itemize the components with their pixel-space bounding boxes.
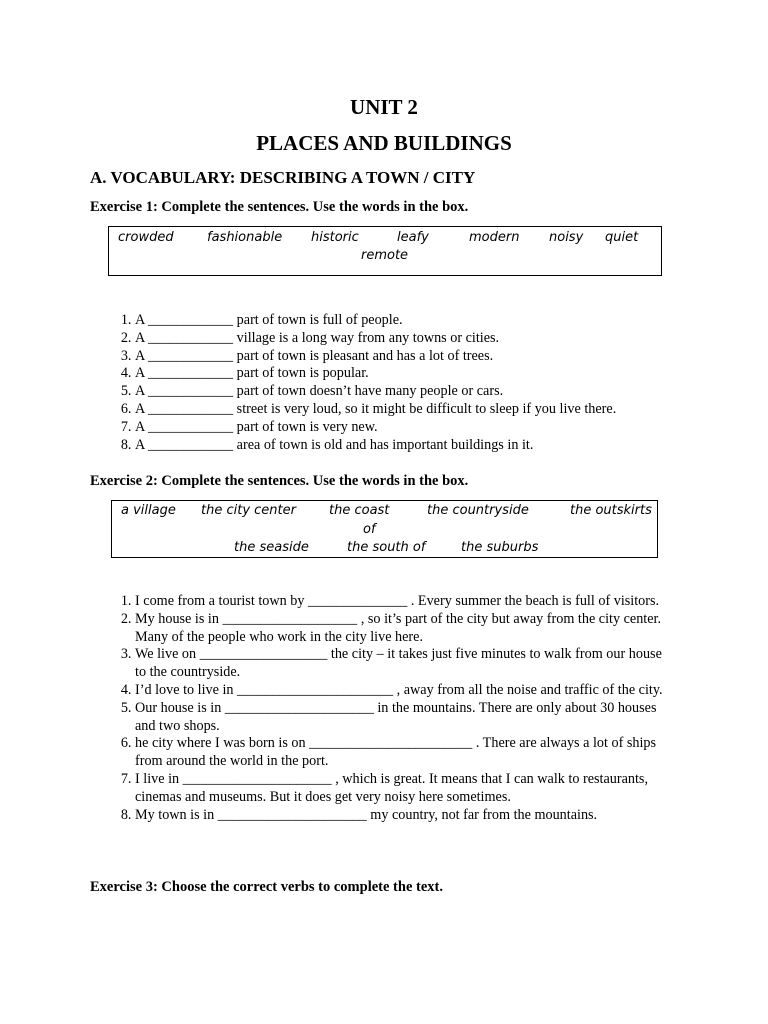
word-box-item: leafy	[397, 230, 429, 245]
exercise1-word-box	[108, 226, 662, 276]
exercise1-list	[90, 312, 735, 454]
word-box-item: fashionable	[207, 230, 283, 245]
word-box-item: the seaside	[234, 540, 309, 555]
exercise2-heading: Exercise 2: Complete the sentences. Use the words in the box.	[90, 473, 469, 489]
word-box-item: the south of	[347, 540, 426, 555]
list-item: 5. Our house is in _____________________ in the mountains. There are only about 30 houses and two shops.	[135, 700, 675, 736]
list-item: 3. A ____________ part of town is pleasant and has a lot of trees.	[135, 348, 735, 366]
word-box-item: a village	[121, 503, 176, 518]
word-box-item: the city center	[201, 503, 296, 518]
exercise1-heading: Exercise 1: Complete the sentences. Use the words in the box.	[90, 199, 469, 215]
word-box-item: historic	[311, 230, 359, 245]
list-item: 8. My town is in _____________________ my country, not far from the mountains.	[135, 807, 675, 825]
word-box-item: quiet	[605, 230, 639, 245]
list-item: 6. A ____________ street is very loud, so it might be difficult to sleep if you live there.	[135, 401, 735, 419]
exercise3-heading: Exercise 3: Choose the correct verbs to complete the text.	[90, 879, 443, 895]
word-box-item: noisy	[549, 230, 584, 245]
word-box-item: of	[363, 522, 376, 537]
list-item: 2. My house is in ___________________ , so it’s part of the city but away from the city center. Many of the people who work in the city live here.	[135, 611, 675, 647]
section-a-heading: A. VOCABULARY: DESCRIBING A TOWN / CITY	[90, 168, 476, 187]
list-item: 8. A ____________ area of town is old and has important buildings in it.	[135, 437, 735, 455]
list-item: 5. A ____________ part of town doesn’t have many people or cars.	[135, 383, 735, 401]
unit-title: UNIT 2	[350, 95, 418, 119]
list-item: 7. A ____________ part of town is very new.	[135, 419, 735, 437]
page-title: PLACES AND BUILDINGS	[256, 131, 512, 155]
word-box-item: crowded	[118, 230, 174, 245]
word-box-item: the coast	[329, 503, 390, 518]
word-box-item: modern	[469, 230, 520, 245]
exercise2-list	[90, 593, 675, 824]
list-item: 7. I live in _____________________ , which is great. It means that I can walk to restaurants, cinemas and museums. But it does get very noisy here sometimes.	[135, 771, 675, 807]
word-box-item: remote	[361, 248, 409, 263]
list-item: 4. I’d love to live in ______________________ , away from all the noise and traffic of the city.	[135, 682, 675, 700]
list-item: 3. We live on __________________ the city – it takes just five minutes to walk from our house to the countryside.	[135, 646, 675, 682]
word-box-item: the suburbs	[461, 540, 539, 555]
list-item: 2. A ____________ village is a long way from any towns or cities.	[135, 330, 735, 348]
word-box-item: the countryside	[427, 503, 529, 518]
word-box-item: the outskirts	[570, 503, 652, 518]
list-item: 1. I come from a tourist town by ______________ . Every summer the beach is full of visitors.	[135, 593, 675, 611]
list-item: 4. A ____________ part of town is popular.	[135, 365, 735, 383]
exercise2-word-box	[111, 500, 658, 558]
list-item: 6. he city where I was born is on _______________________ . There are always a lot of ships from around the world in the port.	[135, 735, 675, 771]
list-item: 1. A ____________ part of town is full of people.	[135, 312, 735, 330]
